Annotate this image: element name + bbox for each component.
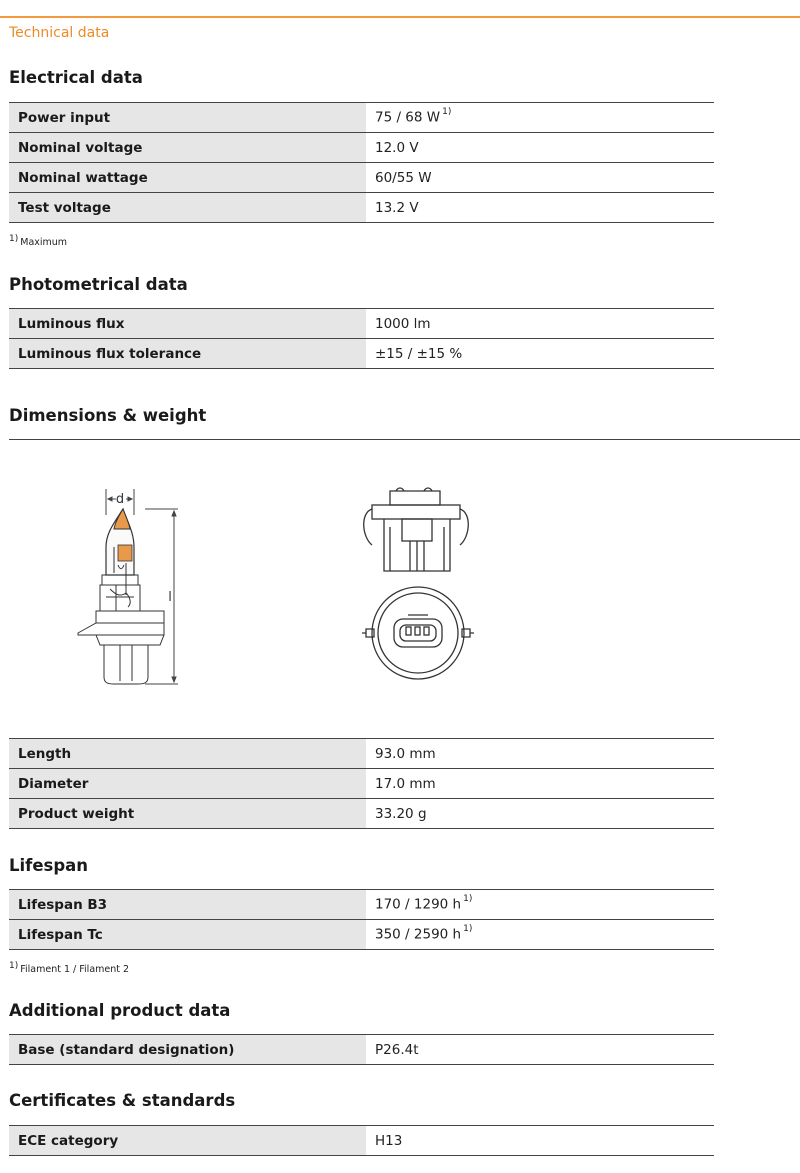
section-divider (9, 439, 800, 440)
spec-value: H13 (366, 1126, 714, 1156)
spec-value: 75 / 68 W (375, 109, 441, 126)
dimensions-weight-title: Dimensions & weight (9, 406, 207, 425)
table-row (9, 769, 714, 799)
base-front-drawing (360, 581, 480, 686)
spec-label: Power input (9, 103, 366, 133)
spec-label: Nominal wattage (9, 163, 366, 193)
spec-value: P26.4t (366, 1035, 714, 1065)
certificates-table (9, 1125, 714, 1156)
spec-value: 170 / 1290 h (375, 896, 462, 913)
spec-value-cell (366, 103, 714, 133)
spec-value: 60/55 W (366, 163, 714, 193)
lifespan-footnote (9, 961, 129, 975)
spec-label: Test voltage (9, 193, 366, 223)
photometrical-data-title: Photometrical data (9, 275, 188, 294)
table-row (9, 1035, 714, 1065)
footnote-mark: 1) (9, 961, 19, 971)
table-row (9, 339, 714, 369)
footnote-mark: 1) (9, 234, 19, 244)
spec-label: Luminous flux tolerance (9, 339, 366, 369)
spec-value: 350 / 2590 h (375, 926, 462, 943)
spec-label: Length (9, 739, 366, 769)
spec-value: 17.0 mm (366, 769, 714, 799)
footnote-text: Maximum (20, 237, 68, 249)
dimensions-weight-table (9, 738, 714, 829)
additional-data-title: Additional product data (9, 1001, 231, 1020)
spec-value: 93.0 mm (366, 739, 714, 769)
spec-label: Lifespan B3 (9, 890, 366, 920)
spec-label: Diameter (9, 769, 366, 799)
spec-label: Nominal voltage (9, 133, 366, 163)
spec-label: Product weight (9, 799, 366, 829)
spec-value-cell (366, 920, 714, 950)
electrical-footnote (9, 234, 67, 248)
table-row (9, 799, 714, 829)
spec-value-cell (366, 890, 714, 920)
diameter-label: d (115, 492, 125, 507)
table-row (9, 163, 714, 193)
spec-value: 33.20 g (366, 799, 714, 829)
page-label: Technical data (9, 25, 110, 41)
table-row (9, 193, 714, 223)
lamp-side-drawing (70, 485, 190, 695)
lifespan-title: Lifespan (9, 856, 89, 875)
table-row (9, 103, 714, 133)
spec-label: Lifespan Tc (9, 920, 366, 950)
spec-value: ±15 / ±15 % (366, 339, 714, 369)
spec-value: 1000 lm (366, 309, 714, 339)
length-label: l (168, 590, 172, 605)
top-accent-rule (0, 16, 800, 18)
spec-label: ECE category (9, 1126, 366, 1156)
additional-data-table (9, 1034, 714, 1065)
lifespan-table (9, 889, 714, 950)
spec-value: 12.0 V (366, 133, 714, 163)
base-side-drawing (360, 487, 475, 577)
footnote-ref: 1) (463, 924, 473, 935)
footnote-ref: 1) (463, 894, 473, 905)
table-row (9, 739, 714, 769)
electrical-data-table (9, 102, 714, 223)
electrical-data-title: Electrical data (9, 68, 143, 87)
table-row (9, 133, 714, 163)
photometrical-data-table (9, 308, 714, 369)
table-row (9, 309, 714, 339)
table-row (9, 920, 714, 950)
certificates-title: Certificates & standards (9, 1091, 236, 1110)
footnote-text: Filament 1 / Filament 2 (20, 964, 130, 976)
spec-label: Luminous flux (9, 309, 366, 339)
table-row (9, 1126, 714, 1156)
spec-value: 13.2 V (366, 193, 714, 223)
table-row (9, 890, 714, 920)
spec-label: Base (standard designation) (9, 1035, 366, 1065)
footnote-ref: 1) (442, 107, 452, 118)
